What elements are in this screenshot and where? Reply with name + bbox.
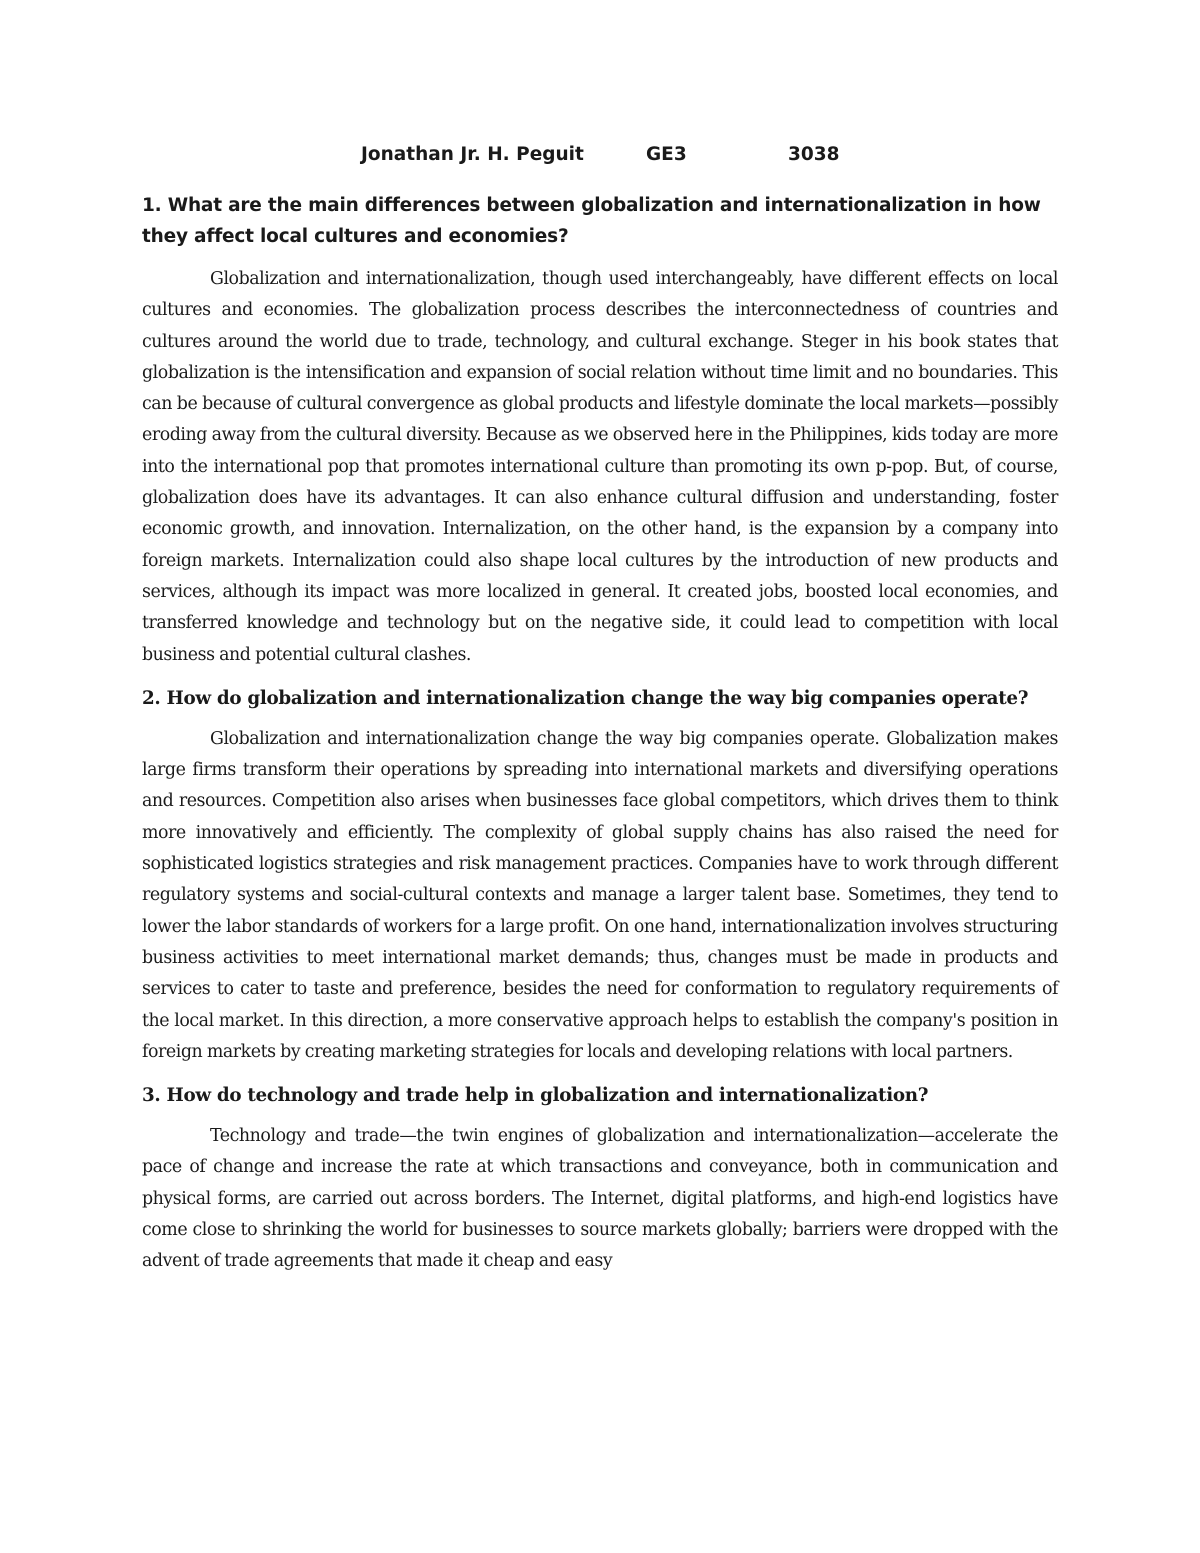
student-name: Jonathan Jr. H. Peguit [361, 144, 584, 165]
question-2-title: 2. How do globalization and internationalization change the way big companies operate? [142, 687, 1029, 709]
question-2-answer: Globalization and internationalization change the way big companies operate. Globalization makes large firms transform their operations by spreading into international markets and diversifying operations and resources. Competition also arises when businesses face global competitors, which drives them to think more innovatively and efficiently. The complexity of global supply chains has also raised the need for sophisticated logistics strategies and risk management practices. Companies have to work through different regulatory systems and social-cultural contexts and manage a larger talent base. Sometimes, they tend to lower the labor standards of workers for a large profit. On one hand, internationalization involves structuring business activities to meet international market demands; thus, changes must be made in products and services to cater to taste and preference, besides the need for conformation to regulatory requirements of the local market. In this direction, a more conservative approach helps to establish the company's position in foreign markets by creating marketing strategies for locals and developing relations with local partners. [142, 728, 1058, 1062]
header-line [142, 140, 1058, 174]
section-code: 3038 [788, 144, 840, 165]
course-code: GE3 [646, 144, 687, 165]
question-1-answer: Globalization and internationalization, though used interchangeably, have different effects on local cultures and economies. The globalization process describes the interconnectedness of countries and cultures around the world due to trade, technology, and cultural exchange. Steger in his book states that globalization is the intensification and expansion of social relation without time limit and no boundaries. This can be because of cultural convergence as global products and lifestyle dominate the local markets—possibly eroding away from the cultural diversity. Because as we observed here in the Philippines, kids today are more into the international pop that promotes international culture than promoting its own p-pop. But, of course, globalization does have its advantages. It can also enhance cultural diffusion and understanding, foster economic growth, and innovation. Internalization, on the other hand, is the expansion by a company into foreign markets. Internalization could also shape local cultures by the introduction of new products and services, although its impact was more localized in general. It created jobs, boosted local economies, and transferred knowledge and technology but on the negative side, it could lead to competition with local business and potential cultural clashes. [142, 269, 1058, 665]
question-3-title: 3. How do technology and trade help in globalization and internationalization? [142, 1085, 929, 1107]
document-page [142, 140, 1058, 1278]
question-1-title: 1. What are the main differences between globalization and internationalization in how they affect local cultures and economies? [142, 195, 1041, 247]
question-3-answer: Technology and trade—the twin engines of globalization and internationalization—accelerate the pace of change and increase the rate at which transactions and conveyance, both in communication and physical forms, are carried out across borders. The Internet, digital platforms, and high-end logistics have come close to shrinking the world for businesses to source markets globally; barriers were dropped with the advent of trade agreements that made it cheap and easy [142, 1126, 1058, 1272]
